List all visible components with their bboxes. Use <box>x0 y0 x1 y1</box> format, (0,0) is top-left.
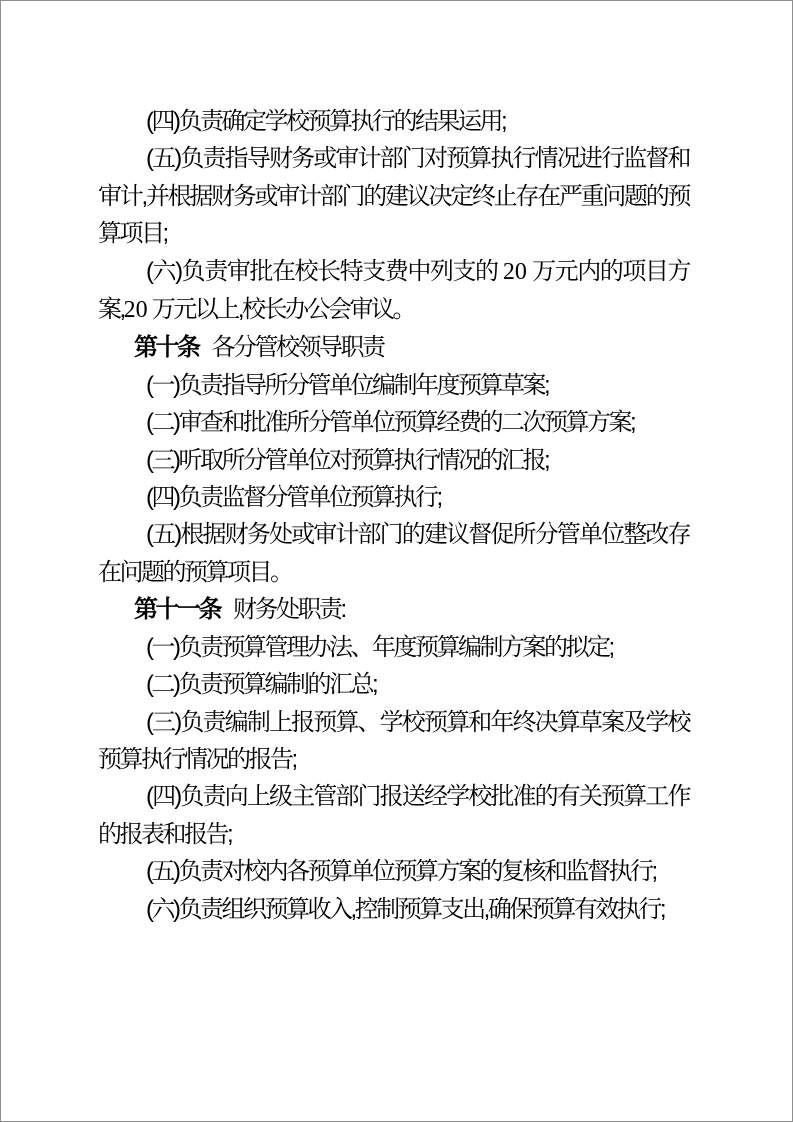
document-paragraph: (四)负责监督分管单位预算执行; <box>146 484 441 512</box>
document-paragraph: (六)负责组织预算收入,控制预算支出,确保预算有效执行; <box>146 895 664 923</box>
document-paragraph: (五)负责对校内各预算单位预算方案的复核和监督执行; <box>146 858 656 886</box>
document-paragraph: (一)负责预算管理办法、年度预算编制方案的拟定; <box>146 633 613 661</box>
document-paragraph: (四)负责确定学校预算执行的结果运用; <box>146 108 506 135</box>
document-paragraph: (一)负责指导所分管单位编制年度预算草案; <box>146 371 549 399</box>
document-paragraph: (五)负责指导财务或审计部门对预算执行情况进行监督和审计,并根据财务或审计部门的建议决定终止存在严重问题的预算项目; <box>98 145 689 248</box>
document-paragraph: (二)负责预算编制的汇总; <box>146 671 377 699</box>
article-title: 各分管校领导职责 <box>211 334 384 362</box>
article-title: 财务处职责: <box>233 596 345 624</box>
document-content <box>98 103 689 928</box>
document-paragraph: (三)负责编制上报预算、学校预算和年终决算草案及学校预算执行情况的报告; <box>98 708 689 773</box>
numeric-text: 20 <box>123 297 148 324</box>
document-paragraph: (三)听取所分管单位对预算执行情况的汇报; <box>146 446 549 474</box>
document-paragraph: (五)根据财务处或审计部门的建议督促所分管单位整改存在问题的预算项目。 <box>98 521 689 586</box>
document-paragraph: (六)负责审批在校长特支费中列支的 20 万元内的项目方案,20 万元以上,校长办公会审议。 <box>98 257 689 324</box>
article-heading <box>98 591 689 628</box>
numeric-text: 20 <box>502 258 527 285</box>
article-number: 第十条 <box>134 334 199 362</box>
article-number: 第十一条 <box>134 596 220 624</box>
article-heading <box>98 329 689 366</box>
document-paragraph: (四)负责向上级主管部门报送经学校批准的有关预算工作的报表和报告; <box>98 783 689 848</box>
document-paragraph: (二)审查和批准所分管单位预算经费的二次预算方案; <box>146 409 635 437</box>
